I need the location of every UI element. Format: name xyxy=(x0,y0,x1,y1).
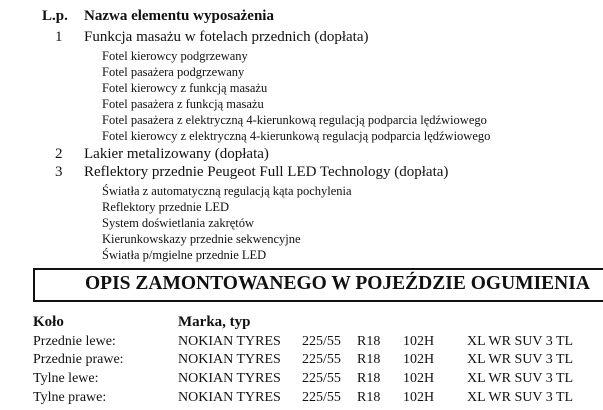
tire-wheel: Przednie prawe: xyxy=(33,352,124,367)
tire-size: 225/55 xyxy=(302,334,341,349)
tire-rim: R18 xyxy=(357,334,381,349)
header-name: Nazwa elementu wyposażenia xyxy=(84,8,274,24)
tire-brand: NOKIAN TYRES xyxy=(178,390,281,405)
item-3-name: Reflektory przednie Peugeot Full LED Technology (dopłata) xyxy=(84,164,449,180)
item-3-sub-2: Reflektory przednie LED xyxy=(102,200,230,214)
item-3-number: 3 xyxy=(55,164,63,180)
tire-load: 102H xyxy=(403,371,435,386)
item-1-sub-5: Fotel pasażera z elektryczną 4-kierunkową regulacją podparcia lędźwiowego xyxy=(102,113,487,127)
tire-brand: NOKIAN TYRES xyxy=(178,371,281,386)
tire-extra: XL WR SUV 3 TL xyxy=(467,352,574,367)
tire-wheel: Tylne prawe: xyxy=(33,390,107,405)
item-1-sub-4: Fotel pasażera z funkcją masażu xyxy=(102,97,264,111)
item-1-number: 1 xyxy=(55,29,63,45)
tires-header-brand: Marka, typ xyxy=(178,314,251,330)
tire-brand: NOKIAN TYRES xyxy=(178,334,281,349)
tire-load: 102H xyxy=(403,334,435,349)
item-1-name: Funkcja masażu w fotelach przednich (dopłata) xyxy=(84,29,369,45)
tire-extra: XL WR SUV 3 TL xyxy=(467,390,574,405)
tire-size: 225/55 xyxy=(302,371,341,386)
item-1-sub-1: Fotel kierowcy podgrzewany xyxy=(102,49,248,63)
tires-section-box xyxy=(33,268,603,302)
tire-extra: XL WR SUV 3 TL xyxy=(467,334,574,349)
tire-extra: XL WR SUV 3 TL xyxy=(467,371,574,386)
item-3-sub-4: Kierunkowskazy przednie sekwencyjne xyxy=(102,232,301,246)
item-3-sub-5: Światła p/mgielne przednie LED xyxy=(102,248,267,262)
tire-rim: R18 xyxy=(357,371,381,386)
tire-brand: NOKIAN TYRES xyxy=(178,352,281,367)
item-2-name: Lakier metalizowany (dopłata) xyxy=(84,146,269,162)
item-3-sub-1: Światła z automatyczną regulacją kąta pochylenia xyxy=(102,184,352,198)
tires-section-title: OPIS ZAMONTOWANEGO W POJEŹDZIE OGUMIENIA xyxy=(85,273,590,294)
tire-wheel: Przednie lewe: xyxy=(33,334,116,349)
item-2-number: 2 xyxy=(55,146,63,162)
tire-size: 225/55 xyxy=(302,352,341,367)
item-3-sub-3: System doświetlania zakrętów xyxy=(102,216,255,230)
item-1-sub-3: Fotel kierowcy z funkcją masażu xyxy=(102,81,268,95)
tire-load: 102H xyxy=(403,352,435,367)
item-1-sub-6: Fotel kierowcy z elektryczną 4-kierunkową regulacją podparcia lędźwiowego xyxy=(102,129,491,143)
tire-size: 225/55 xyxy=(302,390,341,405)
tire-wheel: Tylne lewe: xyxy=(33,371,99,386)
tire-rim: R18 xyxy=(357,390,381,405)
tire-load: 102H xyxy=(403,390,435,405)
tire-rim: R18 xyxy=(357,352,381,367)
item-1-sub-2: Fotel pasażera podgrzewany xyxy=(102,65,245,79)
header-lp: L.p. xyxy=(42,8,68,24)
tires-header-wheel: Koło xyxy=(33,314,64,330)
